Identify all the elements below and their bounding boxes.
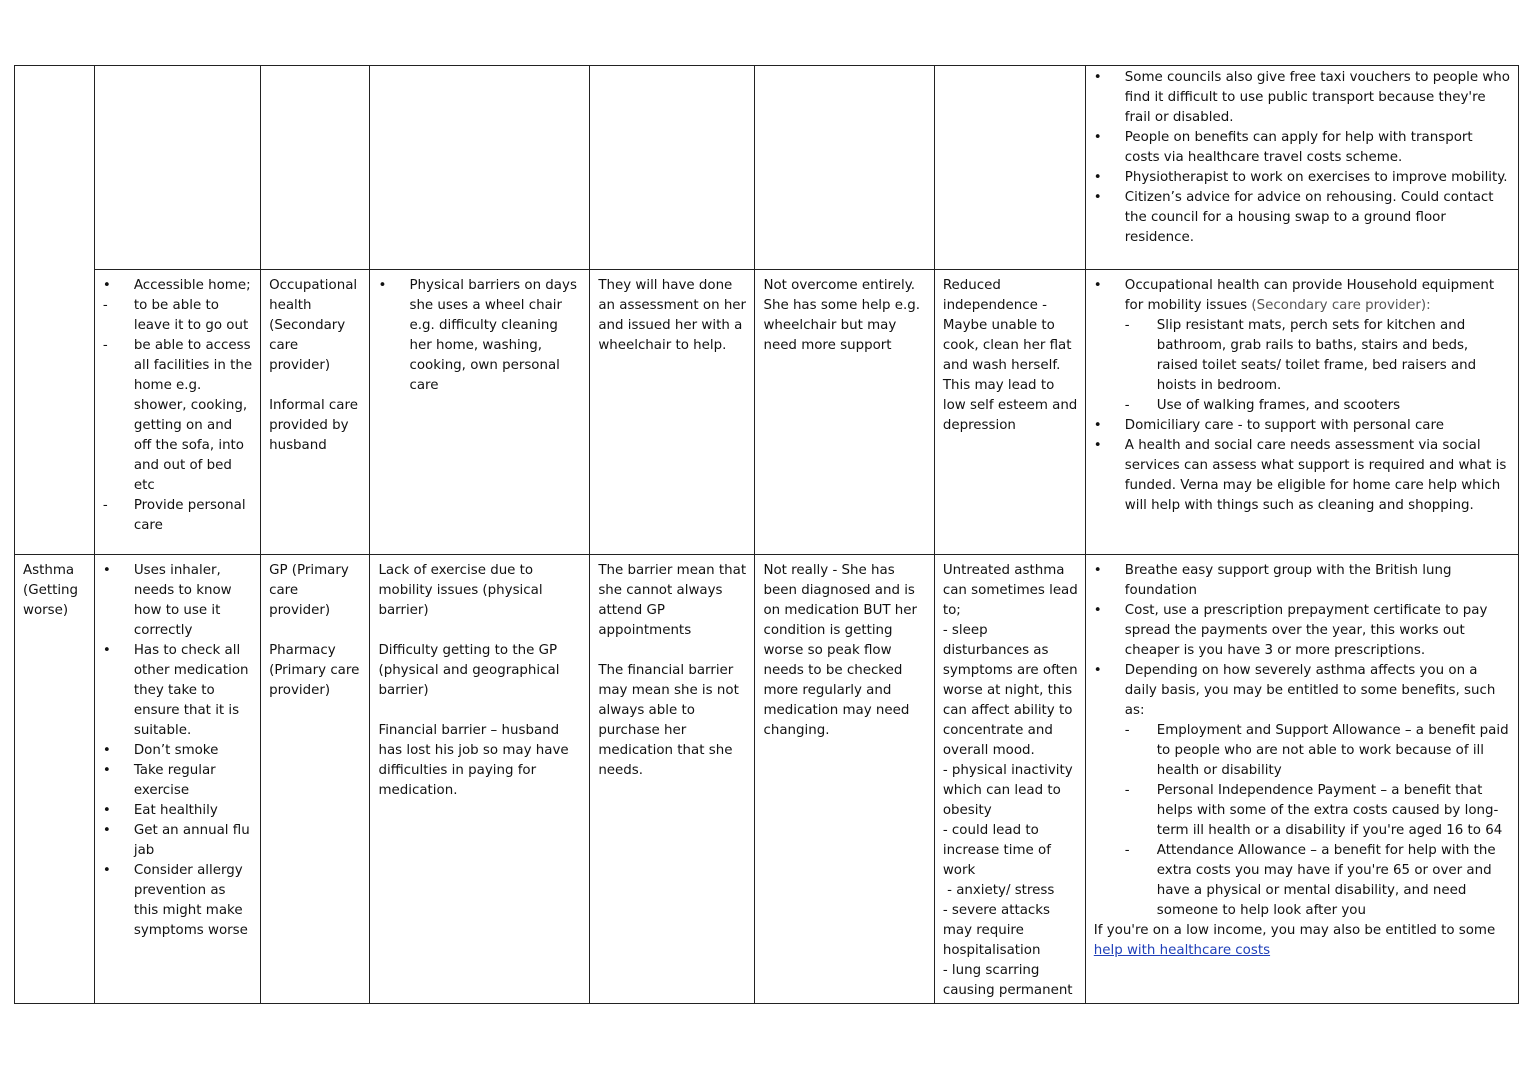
overcome-text: The barrier mean that she cannot always attend GP appointments: [598, 563, 747, 638]
effect-text: - could lead to increase time of work: [942, 823, 1051, 878]
list-item: • Take regular exercise: [103, 761, 253, 801]
barrier-text: Difficulty getting to the GP (physical and geographical barrier): [378, 643, 560, 698]
list-item: • Accessible home;: [103, 276, 253, 296]
list-item: • Domiciliary care - to support with personal care: [1094, 416, 1511, 436]
provider-text: Occupational health (Secondary care provider): [269, 278, 358, 373]
barriers-cell: [370, 66, 590, 270]
provider-text: GP (Primary care provider): [269, 563, 349, 618]
effects-cell: [934, 555, 1085, 1004]
barriers-cell: [370, 270, 590, 555]
support-cell: [1085, 270, 1518, 555]
list-item: - be able to access all facilities in the home e.g. shower, cooking, getting on and off the sofa, into and out of bed etc: [103, 336, 253, 496]
support-sublist: [1125, 721, 1511, 921]
condition-cell: Asthma (Getting worse): [15, 555, 95, 1004]
list-item: - to be able to leave it to go out: [103, 296, 253, 336]
effect-text: - lung scarring causing permanent: [942, 963, 1073, 998]
care-plan-table: [14, 65, 1519, 1004]
effects-cell: [934, 66, 1085, 270]
list-item: • Has to check all other medication they take to ensure that it is suitable.: [103, 641, 253, 741]
table-row: [15, 555, 1519, 1004]
list-item: • Some councils also give free taxi vouchers to people who find it difficult to use public transport because they're frail or disabled.: [1094, 68, 1511, 128]
barrier-text: Financial barrier – husband has lost his job so may have difficulties in paying for medication.: [378, 723, 569, 798]
needs-list: [103, 561, 253, 941]
barrier-text: Lack of exercise due to mobility issues (physical barrier): [378, 563, 543, 618]
list-item: • Physical barriers on days she uses a wheel chair e.g. difficulty cleaning her home, washing, cooking, own personal care: [378, 276, 582, 396]
list-item: • Get an annual flu jab: [103, 821, 253, 861]
list-item: - Attendance Allowance – a benefit for help with the extra costs you may have if you're 65 or over and have a physical or mental disability, and need someone to help look after you: [1125, 841, 1511, 921]
effects-cell: Reduced independence - Maybe unable to cook, clean her flat and wash herself. This may lead to low self esteem and depression: [934, 270, 1085, 555]
overcome-text: The financial barrier may mean she is not always able to purchase her medication that she needs.: [598, 663, 739, 778]
support-cell: [1085, 66, 1518, 270]
list-item: • Physiotherapist to work on exercises to improve mobility.: [1094, 168, 1511, 188]
condition-cell-empty: [15, 66, 95, 555]
providers-cell: [261, 555, 370, 1004]
list-item: • A health and social care needs assessment via social services can assess what support is required and what is funded. Verna may be eligible for home care help which will help with things such as cleaning and shopping.: [1094, 436, 1511, 516]
effect-text: - severe attacks may require hospitalisation: [942, 903, 1051, 958]
list-item: - Use of walking frames, and scooters: [1125, 396, 1511, 416]
list-item: • People on benefits can apply for help with transport costs via healthcare travel costs scheme.: [1094, 128, 1511, 168]
support-list: [1094, 276, 1511, 516]
overcome-fully-cell: Not overcome entirely. She has some help e.g. wheelchair but may need more support: [755, 270, 934, 555]
table-row: [15, 270, 1519, 555]
list-item: [1094, 661, 1511, 921]
list-item: - Slip resistant mats, perch sets for kitchen and bathroom, grab rails to baths, stairs and beds, raised toilet seats/ toilet frame, bed raisers and hoists in bedroom.: [1125, 316, 1511, 396]
healthcare-costs-link[interactable]: help with healthcare costs: [1093, 943, 1271, 958]
providers-cell: [261, 66, 370, 270]
list-item: • Uses inhaler, needs to know how to use it correctly: [103, 561, 253, 641]
list-item: • Consider allergy prevention as this might make symptoms worse: [103, 861, 253, 941]
support-list: [1094, 561, 1511, 921]
list-item: • Cost, use a prescription prepayment certificate to pay spread the payments over the year, this works out cheaper is you have 3 or more prescriptions.: [1094, 601, 1511, 661]
needs-list: [103, 276, 253, 536]
list-item: • Don’t smoke: [103, 741, 253, 761]
provider-text: Pharmacy (Primary care provider): [269, 643, 360, 698]
list-item: [1094, 276, 1511, 416]
overcome-cell: [590, 66, 755, 270]
support-list: [1094, 68, 1511, 248]
list-item: - Employment and Support Allowance – a benefit paid to people who are not able to work because of ill health or disability: [1125, 721, 1511, 781]
overcome-fully-cell: Not really - She has been diagnosed and is on medication BUT her condition is getting worse so peak flow needs to be checked more regularly and medication may need changing.: [755, 555, 934, 1004]
support-text: Occupational health can provide Household equipment for mobility issues: [1124, 278, 1495, 313]
providers-cell: [261, 270, 370, 555]
list-item: • Citizen’s advice for advice on rehousing. Could contact the council for a housing swap to a ground floor residence.: [1094, 188, 1511, 248]
list-item: - Provide personal care: [103, 496, 253, 536]
effect-text: Untreated asthma can sometimes lead to;: [942, 563, 1078, 618]
needs-cell: [94, 270, 260, 555]
support-text: Depending on how severely asthma affects you on a daily basis, you may be entitled to some benefits, such as:: [1124, 663, 1496, 718]
barriers-cell: [370, 555, 590, 1004]
overcome-fully-cell: [755, 66, 934, 270]
effect-text: - sleep disturbances as symptoms are often worse at night, this can affect ability to concentrate and overall mood.: [942, 623, 1078, 758]
effect-text: - physical inactivity which can lead to obesity: [942, 763, 1073, 818]
list-item: • Eat healthily: [103, 801, 253, 821]
list-item: - Personal Independence Payment – a benefit that helps with some of the extra costs caused by long-term ill health or a disability if you're aged 16 to 64: [1125, 781, 1511, 841]
overcome-cell: [590, 555, 755, 1004]
needs-cell: [94, 66, 260, 270]
overcome-cell: They will have done an assessment on her and issued her with a wheelchair to help.: [590, 270, 755, 555]
support-note: (Secondary care provider):: [1251, 298, 1431, 313]
footer-note: [1094, 921, 1511, 961]
provider-text: Informal care provided by husband: [269, 398, 358, 453]
list-item: • Breathe easy support group with the British lung foundation: [1094, 561, 1511, 601]
table-row: [15, 66, 1519, 270]
support-cell: [1085, 555, 1518, 1004]
footer-text: If you're on a low income, you may also be entitled to some: [1093, 923, 1496, 938]
effect-text: - anxiety/ stress: [942, 883, 1055, 898]
support-sublist: [1125, 316, 1511, 416]
needs-cell: [94, 555, 260, 1004]
